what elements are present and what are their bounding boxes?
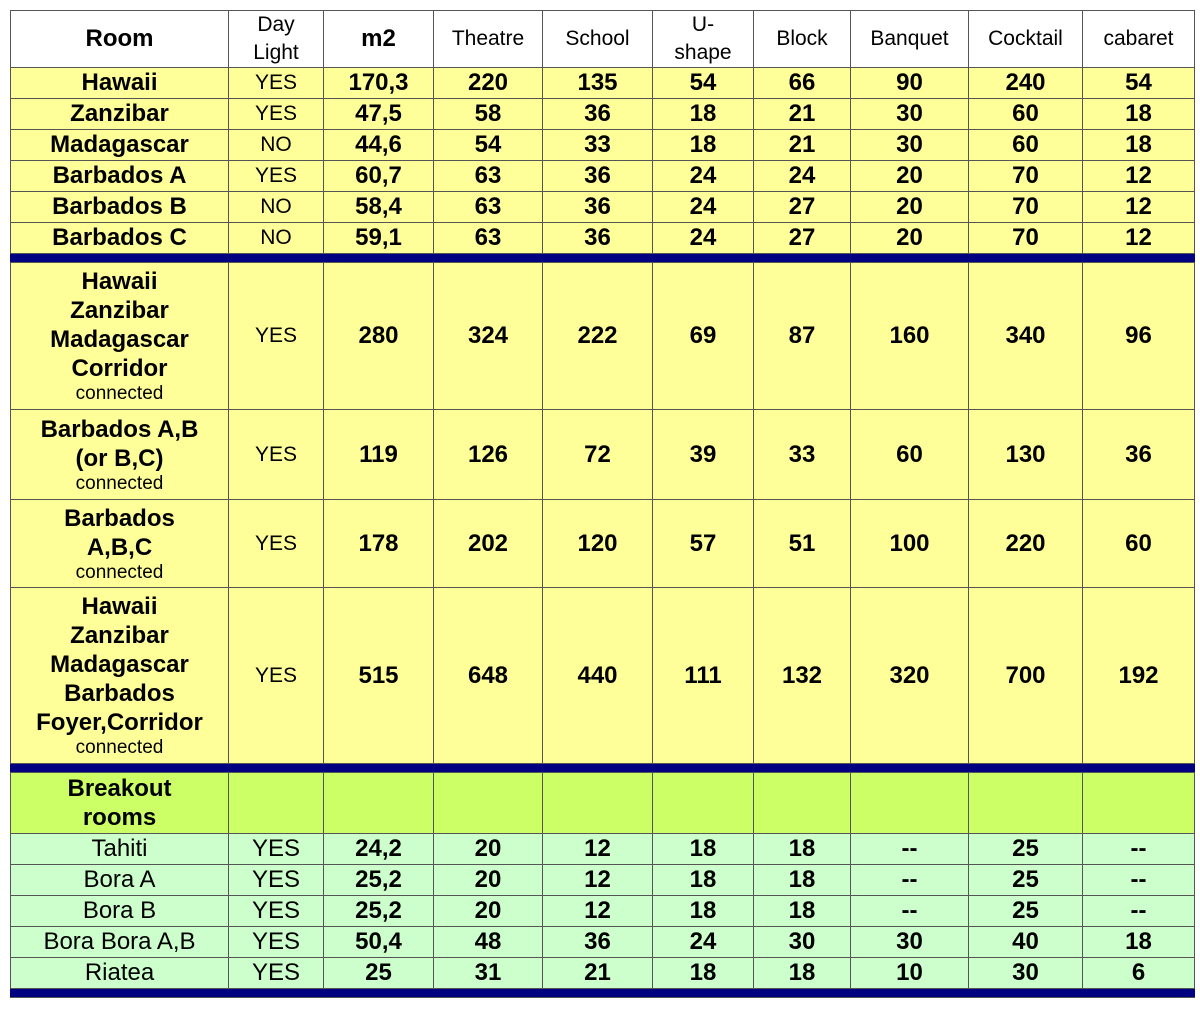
empty-cell bbox=[969, 773, 1083, 834]
breakout-header bbox=[11, 773, 229, 834]
cell-ushape: 18 bbox=[653, 896, 754, 927]
cell-room bbox=[11, 263, 229, 410]
cell-daylight: NO bbox=[229, 192, 324, 223]
cell-cocktail: 70 bbox=[969, 223, 1083, 254]
cell-daylight: YES bbox=[229, 588, 324, 764]
separator-row bbox=[11, 764, 1195, 773]
cell-school: 120 bbox=[543, 500, 653, 588]
cell-ushape: 69 bbox=[653, 263, 754, 410]
empty-cell bbox=[229, 773, 324, 834]
cell-ushape: 57 bbox=[653, 500, 754, 588]
cell-block: 132 bbox=[754, 588, 851, 764]
cell-room: Bora A bbox=[11, 865, 229, 896]
cell-cabaret: -- bbox=[1083, 865, 1195, 896]
header-m2: m2 bbox=[324, 11, 434, 68]
cell-room bbox=[11, 500, 229, 588]
empty-cell bbox=[1083, 773, 1195, 834]
cell-school: 21 bbox=[543, 958, 653, 989]
cell-cocktail: 25 bbox=[969, 865, 1083, 896]
cell-m2: 170,3 bbox=[324, 68, 434, 99]
cell-ushape: 18 bbox=[653, 834, 754, 865]
cell-block: 87 bbox=[754, 263, 851, 410]
cell-m2: 59,1 bbox=[324, 223, 434, 254]
connected-note: connected bbox=[75, 472, 164, 494]
cell-banquet: 20 bbox=[851, 192, 969, 223]
table-row bbox=[11, 223, 1195, 254]
cell-room: Barbados C bbox=[11, 223, 229, 254]
cell-banquet: 60 bbox=[851, 410, 969, 500]
separator-bar bbox=[11, 764, 1195, 773]
cell-ushape: 18 bbox=[653, 958, 754, 989]
cell-cabaret: 12 bbox=[1083, 161, 1195, 192]
cell-school: 36 bbox=[543, 161, 653, 192]
cell-ushape: 24 bbox=[653, 223, 754, 254]
header-school: School bbox=[543, 11, 653, 68]
header-row bbox=[11, 11, 1195, 68]
cell-block: 21 bbox=[754, 130, 851, 161]
cell-block: 66 bbox=[754, 68, 851, 99]
cell-block: 18 bbox=[754, 865, 851, 896]
cell-banquet: 20 bbox=[851, 161, 969, 192]
cell-cocktail: 30 bbox=[969, 958, 1083, 989]
empty-cell bbox=[543, 773, 653, 834]
cell-cabaret: 12 bbox=[1083, 223, 1195, 254]
room-name-line: Barbados bbox=[64, 504, 175, 532]
cell-banquet: 30 bbox=[851, 130, 969, 161]
cell-cocktail: 60 bbox=[969, 99, 1083, 130]
cell-theatre: 20 bbox=[434, 896, 543, 927]
header-daylight-line: Day bbox=[257, 13, 295, 36]
cell-m2: 119 bbox=[324, 410, 434, 500]
header-ushape bbox=[653, 11, 754, 68]
cell-room: Tahiti bbox=[11, 834, 229, 865]
breakout-header-line: Breakout bbox=[67, 775, 172, 802]
empty-cell bbox=[653, 773, 754, 834]
table-row-breakout bbox=[11, 927, 1195, 958]
cell-banquet: -- bbox=[851, 896, 969, 927]
cell-room: Hawaii bbox=[11, 68, 229, 99]
cell-banquet: 20 bbox=[851, 223, 969, 254]
cell-daylight: YES bbox=[229, 927, 324, 958]
cell-block: 27 bbox=[754, 223, 851, 254]
cell-ushape: 54 bbox=[653, 68, 754, 99]
table-row bbox=[11, 99, 1195, 130]
cell-room: Zanzibar bbox=[11, 99, 229, 130]
cell-daylight: YES bbox=[229, 410, 324, 500]
header-daylight-line: Light bbox=[253, 41, 299, 64]
cell-ushape: 18 bbox=[653, 865, 754, 896]
cell-room bbox=[11, 410, 229, 500]
cell-cocktail: 60 bbox=[969, 130, 1083, 161]
cell-m2: 25,2 bbox=[324, 896, 434, 927]
cell-theatre: 126 bbox=[434, 410, 543, 500]
cell-cabaret: 96 bbox=[1083, 263, 1195, 410]
cell-daylight: NO bbox=[229, 223, 324, 254]
table-row bbox=[11, 130, 1195, 161]
cell-ushape: 24 bbox=[653, 192, 754, 223]
cell-theatre: 63 bbox=[434, 192, 543, 223]
cell-cabaret: 18 bbox=[1083, 99, 1195, 130]
header-daylight bbox=[229, 11, 324, 68]
cell-daylight: NO bbox=[229, 130, 324, 161]
header-banquet: Banquet bbox=[851, 11, 969, 68]
cell-daylight: YES bbox=[229, 896, 324, 927]
room-name-line: Zanzibar bbox=[70, 297, 169, 324]
table-row-breakout bbox=[11, 896, 1195, 927]
cell-theatre: 54 bbox=[434, 130, 543, 161]
connected-note: connected bbox=[75, 383, 164, 404]
cell-cabaret: 18 bbox=[1083, 927, 1195, 958]
cell-cabaret: 12 bbox=[1083, 192, 1195, 223]
table-row-combined bbox=[11, 588, 1195, 764]
cell-m2: 24,2 bbox=[324, 834, 434, 865]
cell-cabaret: 36 bbox=[1083, 410, 1195, 500]
cell-banquet: -- bbox=[851, 865, 969, 896]
cell-theatre: 220 bbox=[434, 68, 543, 99]
table-row-combined bbox=[11, 263, 1195, 410]
cell-theatre: 63 bbox=[434, 161, 543, 192]
breakout-header-line: rooms bbox=[82, 804, 157, 831]
cell-daylight: YES bbox=[229, 263, 324, 410]
room-name-line: Barbados A,B bbox=[40, 415, 199, 443]
table-row bbox=[11, 68, 1195, 99]
cell-ushape: 39 bbox=[653, 410, 754, 500]
cell-ushape: 18 bbox=[653, 99, 754, 130]
cell-m2: 44,6 bbox=[324, 130, 434, 161]
cell-banquet: 100 bbox=[851, 500, 969, 588]
cell-block: 18 bbox=[754, 834, 851, 865]
cell-block: 33 bbox=[754, 410, 851, 500]
cell-school: 12 bbox=[543, 896, 653, 927]
room-name-line: Hawaii bbox=[81, 593, 158, 620]
cell-school: 36 bbox=[543, 223, 653, 254]
cell-ushape: 18 bbox=[653, 130, 754, 161]
cell-m2: 178 bbox=[324, 500, 434, 588]
cell-banquet: -- bbox=[851, 834, 969, 865]
cell-school: 135 bbox=[543, 68, 653, 99]
breakout-header-row bbox=[11, 773, 1195, 834]
connected-note: connected bbox=[75, 737, 164, 758]
table-row-breakout bbox=[11, 834, 1195, 865]
cell-banquet: 30 bbox=[851, 99, 969, 130]
cell-cocktail: 70 bbox=[969, 161, 1083, 192]
cell-room: Bora B bbox=[11, 896, 229, 927]
cell-daylight: YES bbox=[229, 834, 324, 865]
cell-cabaret: 192 bbox=[1083, 588, 1195, 764]
cell-banquet: 320 bbox=[851, 588, 969, 764]
header-cabaret: cabaret bbox=[1083, 11, 1195, 68]
cell-cocktail: 700 bbox=[969, 588, 1083, 764]
room-name-line: Corridor bbox=[71, 355, 168, 382]
cell-banquet: 10 bbox=[851, 958, 969, 989]
cell-daylight: YES bbox=[229, 68, 324, 99]
cell-room: Madagascar bbox=[11, 130, 229, 161]
table-row-combined bbox=[11, 410, 1195, 500]
cell-block: 21 bbox=[754, 99, 851, 130]
table-row-breakout bbox=[11, 958, 1195, 989]
cell-cocktail: 130 bbox=[969, 410, 1083, 500]
empty-cell bbox=[754, 773, 851, 834]
cell-school: 440 bbox=[543, 588, 653, 764]
header-theatre: Theatre bbox=[434, 11, 543, 68]
cell-room bbox=[11, 588, 229, 764]
cell-daylight: YES bbox=[229, 161, 324, 192]
separator-row bbox=[11, 254, 1195, 263]
cell-theatre: 324 bbox=[434, 263, 543, 410]
cell-block: 51 bbox=[754, 500, 851, 588]
empty-cell bbox=[851, 773, 969, 834]
cell-theatre: 48 bbox=[434, 927, 543, 958]
cell-daylight: YES bbox=[229, 958, 324, 989]
cell-cocktail: 240 bbox=[969, 68, 1083, 99]
header-block: Block bbox=[754, 11, 851, 68]
cell-m2: 58,4 bbox=[324, 192, 434, 223]
cell-school: 33 bbox=[543, 130, 653, 161]
cell-block: 30 bbox=[754, 927, 851, 958]
cell-cabaret: 60 bbox=[1083, 500, 1195, 588]
cell-m2: 50,4 bbox=[324, 927, 434, 958]
room-name-line: Barbados bbox=[64, 680, 175, 707]
cell-cocktail: 70 bbox=[969, 192, 1083, 223]
cell-cocktail: 340 bbox=[969, 263, 1083, 410]
connected-note: connected bbox=[75, 561, 164, 583]
cell-cabaret: -- bbox=[1083, 834, 1195, 865]
cell-block: 18 bbox=[754, 958, 851, 989]
room-name-line: Zanzibar bbox=[70, 622, 169, 649]
table-row bbox=[11, 192, 1195, 223]
header-ushape-line: shape bbox=[674, 41, 732, 64]
cell-ushape: 111 bbox=[653, 588, 754, 764]
cell-banquet: 90 bbox=[851, 68, 969, 99]
separator-bar bbox=[11, 254, 1195, 263]
empty-cell bbox=[324, 773, 434, 834]
cell-theatre: 63 bbox=[434, 223, 543, 254]
cell-cocktail: 25 bbox=[969, 834, 1083, 865]
cell-school: 36 bbox=[543, 99, 653, 130]
room-name-line: Madagascar bbox=[50, 651, 189, 678]
cell-room: Riatea bbox=[11, 958, 229, 989]
cell-cabaret: -- bbox=[1083, 896, 1195, 927]
cell-cocktail: 25 bbox=[969, 896, 1083, 927]
cell-cabaret: 54 bbox=[1083, 68, 1195, 99]
cell-ushape: 24 bbox=[653, 161, 754, 192]
cell-daylight: YES bbox=[229, 99, 324, 130]
cell-room: Bora Bora A,B bbox=[11, 927, 229, 958]
cell-room: Barbados B bbox=[11, 192, 229, 223]
room-name-line: Hawaii bbox=[81, 268, 158, 295]
table-row-combined bbox=[11, 500, 1195, 588]
cell-daylight: YES bbox=[229, 865, 324, 896]
room-capacity-table bbox=[10, 10, 1195, 998]
table-body bbox=[11, 68, 1195, 998]
cell-theatre: 31 bbox=[434, 958, 543, 989]
room-name-line: A,B,C bbox=[86, 533, 153, 561]
cell-cabaret: 6 bbox=[1083, 958, 1195, 989]
cell-m2: 515 bbox=[324, 588, 434, 764]
cell-block: 18 bbox=[754, 896, 851, 927]
cell-school: 36 bbox=[543, 192, 653, 223]
cell-theatre: 20 bbox=[434, 865, 543, 896]
cell-m2: 280 bbox=[324, 263, 434, 410]
cell-banquet: 30 bbox=[851, 927, 969, 958]
cell-daylight: YES bbox=[229, 500, 324, 588]
separator-row bbox=[11, 989, 1195, 998]
header-cocktail: Cocktail bbox=[969, 11, 1083, 68]
cell-room: Barbados A bbox=[11, 161, 229, 192]
cell-m2: 25,2 bbox=[324, 865, 434, 896]
cell-school: 72 bbox=[543, 410, 653, 500]
table-row bbox=[11, 161, 1195, 192]
cell-school: 12 bbox=[543, 865, 653, 896]
cell-m2: 25 bbox=[324, 958, 434, 989]
cell-m2: 47,5 bbox=[324, 99, 434, 130]
cell-banquet: 160 bbox=[851, 263, 969, 410]
table-row-breakout bbox=[11, 865, 1195, 896]
cell-cabaret: 18 bbox=[1083, 130, 1195, 161]
empty-cell bbox=[434, 773, 543, 834]
header-ushape-line: U- bbox=[691, 13, 715, 36]
cell-school: 36 bbox=[543, 927, 653, 958]
cell-block: 24 bbox=[754, 161, 851, 192]
cell-m2: 60,7 bbox=[324, 161, 434, 192]
cell-school: 222 bbox=[543, 263, 653, 410]
room-name-line: Foyer,Corridor bbox=[36, 709, 203, 736]
cell-cocktail: 40 bbox=[969, 927, 1083, 958]
separator-bar bbox=[11, 989, 1195, 998]
header-room: Room bbox=[11, 11, 229, 68]
cell-block: 27 bbox=[754, 192, 851, 223]
cell-ushape: 24 bbox=[653, 927, 754, 958]
cell-theatre: 58 bbox=[434, 99, 543, 130]
cell-theatre: 202 bbox=[434, 500, 543, 588]
cell-school: 12 bbox=[543, 834, 653, 865]
room-name-line: Madagascar bbox=[50, 326, 189, 353]
cell-cocktail: 220 bbox=[969, 500, 1083, 588]
cell-theatre: 648 bbox=[434, 588, 543, 764]
cell-theatre: 20 bbox=[434, 834, 543, 865]
room-name-line: (or B,C) bbox=[75, 444, 164, 472]
